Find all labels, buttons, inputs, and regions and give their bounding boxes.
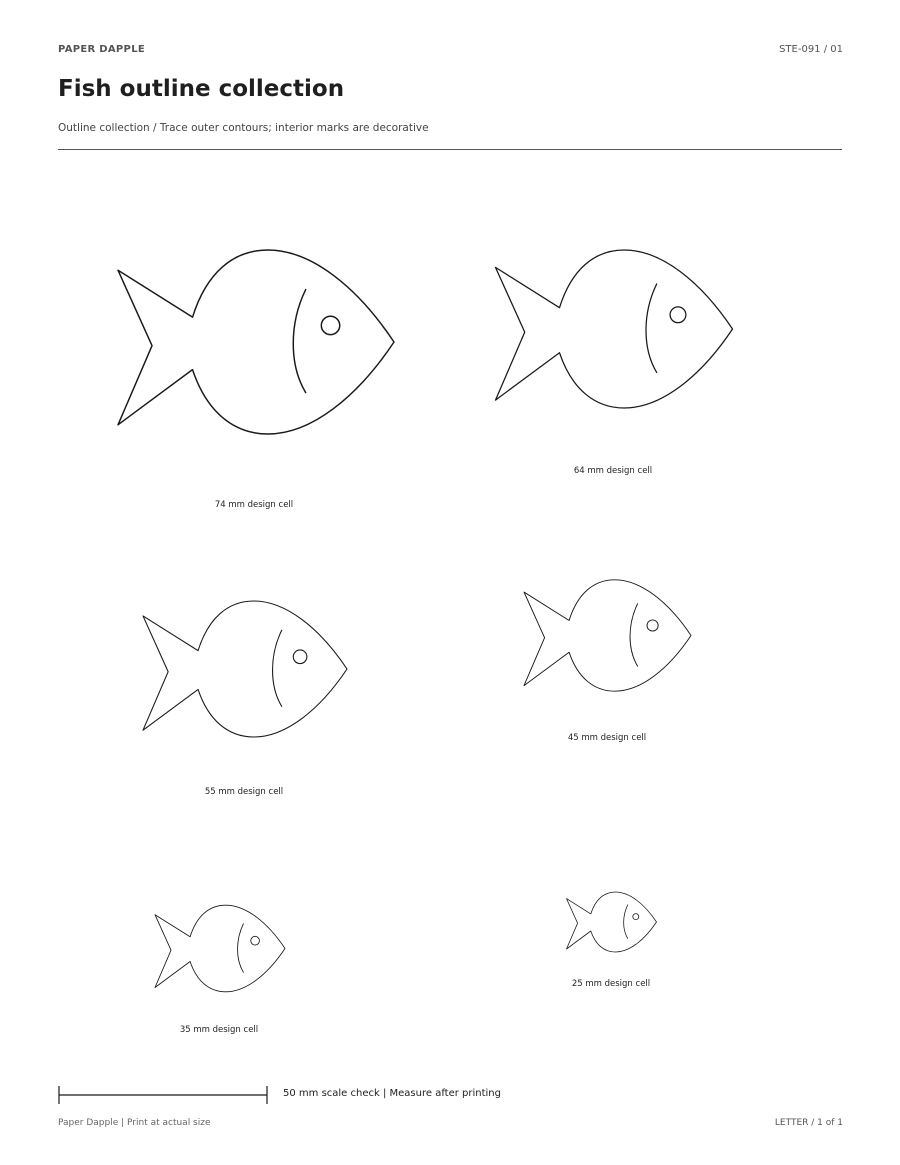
page-indicator: LETTER / 1 of 1 — [774, 1118, 843, 1128]
fish-outline-64mm — [495, 250, 733, 408]
fish-outline-45mm — [524, 579, 691, 692]
scale-check-label: 50 mm scale check | Measure after printing — [283, 1088, 501, 1099]
cell-caption-55mm: 55 mm design cell — [204, 787, 284, 797]
footer-note: Paper Dapple | Print at actual size — [58, 1118, 211, 1128]
document-id: STE-091 / 01 — [779, 44, 843, 55]
cell-caption-45mm: 45 mm design cell — [567, 733, 647, 743]
cell-caption-35mm: 35 mm design cell — [179, 1025, 259, 1035]
page-subtitle: Outline collection / Trace outer contours; interior marks are decorative — [58, 122, 429, 134]
page-title: Fish outline collection — [58, 76, 345, 102]
cell-caption-25mm: 25 mm design cell — [571, 979, 651, 989]
cell-caption-74mm: 74 mm design cell — [214, 500, 294, 510]
cell-caption-64mm: 64 mm design cell — [573, 466, 653, 476]
fish-outline-74mm — [118, 250, 394, 434]
fish-outline-55mm — [143, 601, 347, 737]
scale-check-bar — [58, 1086, 270, 1104]
fish-outline-25mm — [565, 892, 658, 952]
header-divider — [58, 149, 842, 150]
brand-name: PAPER DAPPLE — [58, 44, 145, 55]
fish-outline-35mm — [155, 905, 285, 992]
